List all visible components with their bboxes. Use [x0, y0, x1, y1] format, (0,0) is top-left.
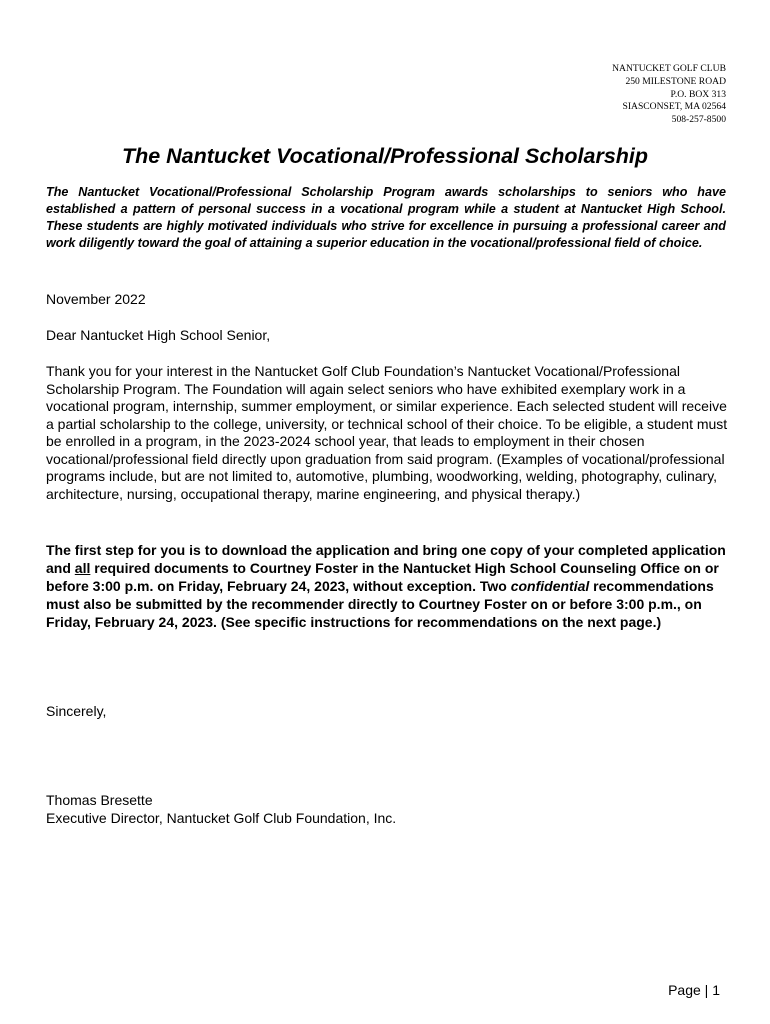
letterhead-city: SIASCONSET, MA 02564 [622, 101, 726, 113]
letterhead-org: NANTUCKET GOLF CLUB [612, 63, 726, 74]
letter-date: November 2022 [46, 291, 146, 307]
intro-paragraph: The Nantucket Vocational/Professional Scholarship Program awards scholarships to seniors who have established a pattern of personal success in a vocational program while a student at Nantucket High School. These students are highly motivated individuals who strive for excellence in pursuing a professional career and work diligently toward the goal of attaining a superior education in the vocational/professional field of choice. [46, 185, 726, 250]
page-number: Page | 1 [668, 982, 720, 998]
letterhead-po-box: P.O. BOX 313 [670, 88, 726, 100]
body-paragraph-1: Thank you for your interest in the Nantucket Golf Club Foundation’s Nantucket Vocational/Professional Scholarship Program. The Foundation will again select seniors who have exhibited exemplary work in a vocational program, internship, summer employment, or similar experience. Each selected student will receive a partial scholarship to the college, university, or technical school of their choice. To be eligible, a student must be enrolled in a program, in the 2023-2024 school year, that leads to employment in their chosen vocational/professional field directly upon graduation from said program. (Examples of vocational/professional programs include, but are not limited to, automotive, plumbing, woodworking, welding, photography, culinary, architecture, nursing, occupational therapy, marine engineering, and physical therapy.) [46, 363, 728, 502]
letterhead-phone: 508-257-8500 [671, 114, 726, 126]
para2-italic-word: confidential [510, 578, 590, 594]
signer-title: Executive Director, Nantucket Golf Club Foundation, Inc. [46, 810, 397, 826]
letterhead-address [612, 63, 726, 127]
salutation: Dear Nantucket High School Senior, [46, 327, 271, 343]
para2-text-1: The first step for you is to download the application and bring one copy of your completed application and [46, 542, 726, 576]
para2-text-2: required documents to Courtney Foster in the Nantucket High School Counseling Office on or before 3:00 p.m. on Friday, February 24, 2023, without exception. Two [46, 560, 719, 594]
body-paragraph-2 [46, 541, 728, 631]
para2-text-3: recommendations must also be submitted by the recommender directly to Courtney Foster on or before 3:00 p.m., on Friday, February 24, 2023. (See specific instructions for recommendations on the next page.) [46, 578, 714, 630]
signer-name: Thomas Bresette [46, 792, 153, 808]
closing: Sincerely, [46, 703, 107, 719]
letterhead-street: 250 MILESTONE ROAD [625, 75, 726, 87]
para2-underlined-word: all [74, 560, 91, 576]
page-title: The Nantucket Vocational/Professional Scholarship [121, 144, 649, 168]
